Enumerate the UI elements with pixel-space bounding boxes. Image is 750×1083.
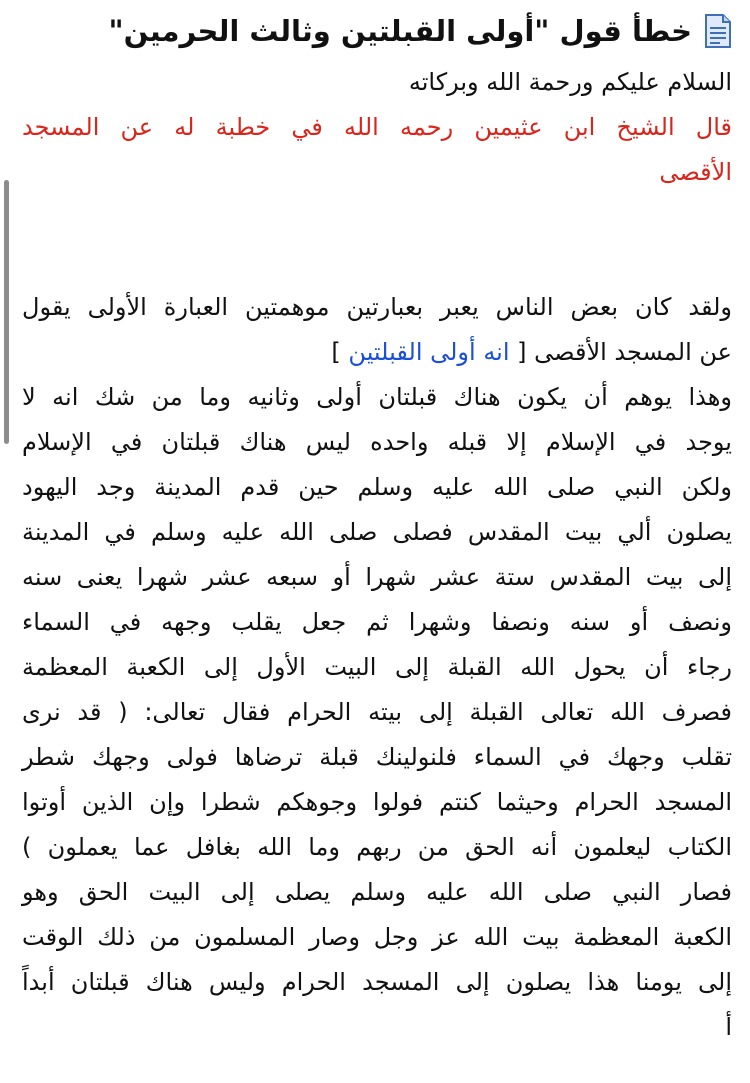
phrase-prefix: عن المسجد الأقصى [ [509,338,732,366]
body-line: فصار النبي صلى الله عليه وسلم يصلى إلى البيت الحق وهو [22,878,732,906]
greeting: السلام عليكم ورحمة الله وبركاته [408,68,732,96]
post-content [22,0,732,1050]
body-line: ولكن النبي صلى الله عليه وسلم حين قدم المدينة وجد اليهود [22,473,732,501]
document-icon [704,14,732,48]
blank-line [22,240,732,285]
body-line: يصلون ألي بيت المقدس فصلى صلى الله عليه وسلم في المدينة [22,518,732,546]
body-line: الكتاب ليعلمون أنه الحق من ربهم وما الله بغافل عما يعملون ) [22,833,732,861]
body-line: فصرف الله تعالى القبلة إلى بيته الحرام فقال تعالى: ( قد نرى [22,698,732,726]
body-line: إلى بيت المقدس ستة عشر شهرا أو سبعه عشر شهرا يعنى سنه [22,563,732,591]
body-line: الكعبة المعظمة بيت الله عز وجل وصار المسلمون من ذلك الوقت [22,923,732,951]
body-line: تقلب وجهك في السماء فلنولينك قبلة ترضاها فولى وجهك شطر [22,743,732,771]
body-line: إلى يومنا هذا يصلون إلى المسجد الحرام وليس هناك قبلتان أبداً [22,968,732,996]
body-line: المسجد الحرام وحيثما كنتم فولوا وجوهكم شطرا وإن الذين أوتوا [22,788,732,816]
body-line: ونصف أو سنه ونصفا وشهرا ثم جعل يقلب وجهه في السماء [22,608,732,636]
post-header [22,2,732,60]
highlighted-phrase: انه أولى القبلتين [348,338,510,366]
body-line: يوجد في الإسلام إلا قبله واحده ليس هناك قبلتان في الإسلام [22,428,732,456]
scroll-indicator[interactable] [4,180,9,444]
post-title: خطأ قول "أولى القبلتين وثالث الحرمين" [108,14,692,48]
quote-intro-line: الأقصى [659,158,732,186]
phrase-line [22,330,732,375]
body-line: ولقد كان بعض الناس يعبر بعبارتين موهمتين العبارة الأولى يقول [22,293,732,321]
body-line: رجاء أن يحول الله القبلة إلى البيت الأول إلى الكعبة المعظمة [22,653,732,681]
quote-intro-line: قال الشيخ ابن عثيمين رحمه الله في خطبة له عن المسجد [22,113,732,141]
body-line-fragment: أ [725,1013,732,1041]
phrase-suffix: ] [331,338,349,366]
blank-line [22,195,732,240]
body-line: وهذا يوهم أن يكون هناك قبلتان أولى وثانيه وما من شك انه لا [22,383,732,411]
